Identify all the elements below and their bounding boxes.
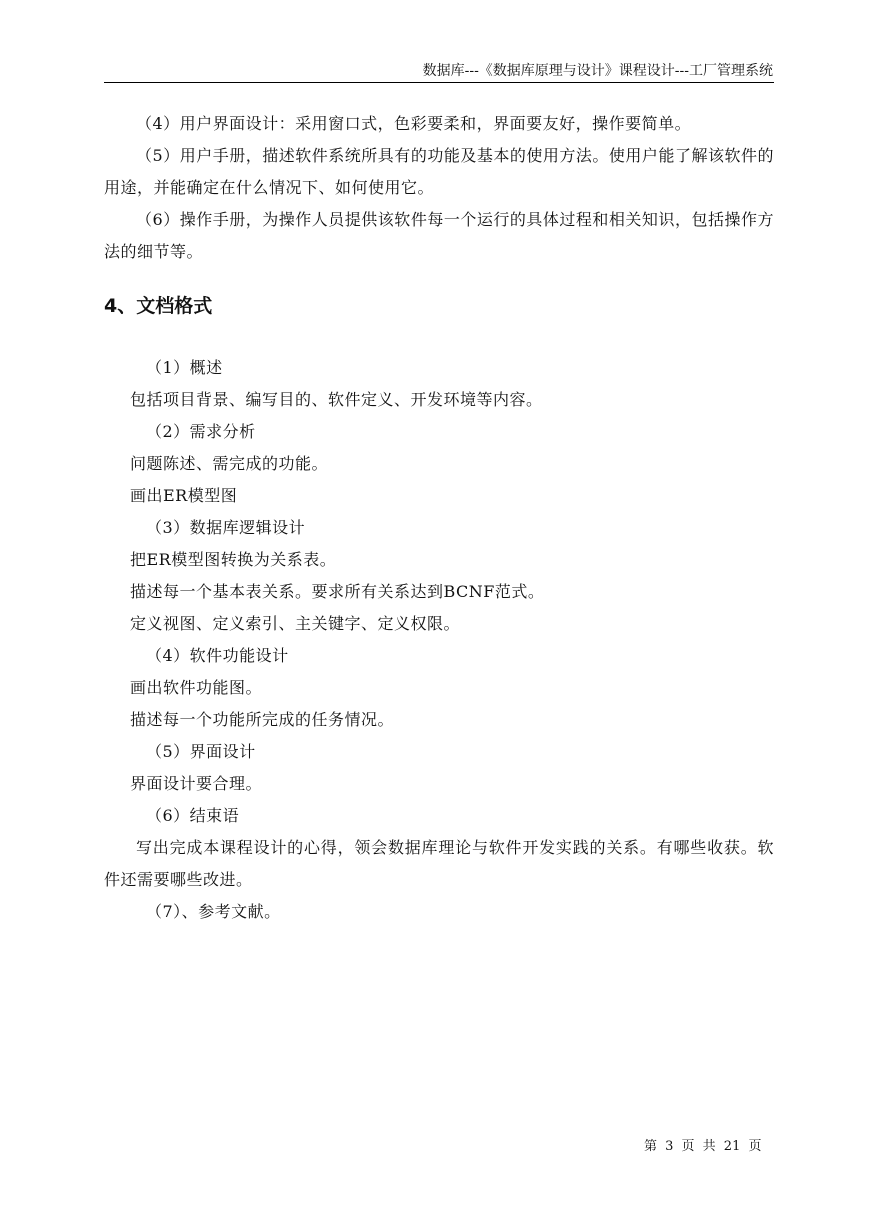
list-line: 包括项目背景、编写目的、软件定义、开发环境等内容。 xyxy=(130,390,543,409)
paragraph-user-manual: （5）用户手册，描述软件系统所具有的功能及基本的使用方法。使用户能了解该软件的用途，并能确定在什么情况下、如何使用它。 xyxy=(104,146,774,197)
subsection-heading: （7）、参考文献。 xyxy=(146,902,281,921)
subsection-heading: （5）界面设计 xyxy=(146,742,256,761)
list-line: 画出ER模型图 xyxy=(130,486,238,505)
subsection-heading: （3）数据库逻辑设计 xyxy=(146,518,306,537)
section-heading: 4、文档格式 xyxy=(104,295,213,317)
page-number: 第 3 页 共 21 页 xyxy=(644,1139,762,1154)
subsection-heading: （4）软件功能设计 xyxy=(146,646,289,665)
list-line: 问题陈述、需完成的功能。 xyxy=(130,454,329,473)
subsection-heading: （6）结束语 xyxy=(146,806,240,825)
list-line: 描述每一个基本表关系。要求所有关系达到BCNF范式。 xyxy=(130,582,545,601)
list-line: 定义视图、定义索引、主关键字、定义权限。 xyxy=(130,614,461,633)
list-line: 画出软件功能图。 xyxy=(130,678,263,697)
intro-section xyxy=(104,108,774,268)
subsection-heading: （2）需求分析 xyxy=(146,422,256,441)
page-header-title: 数据库---《数据库原理与设计》课程设计---工厂管理系统 xyxy=(422,63,773,79)
paragraph-operation-manual: （6）操作手册，为操作人员提供该软件每一个运行的具体过程和相关知识，包括操作方法的细节等。 xyxy=(104,210,774,261)
paragraph-ui-design: （4）用户界面设计：采用窗口式，色彩要柔和，界面要友好，操作要简单。 xyxy=(136,114,692,133)
list-line: 把ER模型图转换为关系表。 xyxy=(130,550,337,569)
subsection-heading: （1）概述 xyxy=(146,358,223,377)
list-line: 界面设计要合理。 xyxy=(130,774,263,793)
list-line: 描述每一个功能所完成的任务情况。 xyxy=(130,710,395,729)
document-format-list xyxy=(104,352,774,928)
header-divider xyxy=(104,82,774,83)
paragraph: 写出完成本课程设计的心得，领会数据库理论与软件开发实践的关系。有哪些收获。软件还需要哪些改进。 xyxy=(104,838,774,889)
